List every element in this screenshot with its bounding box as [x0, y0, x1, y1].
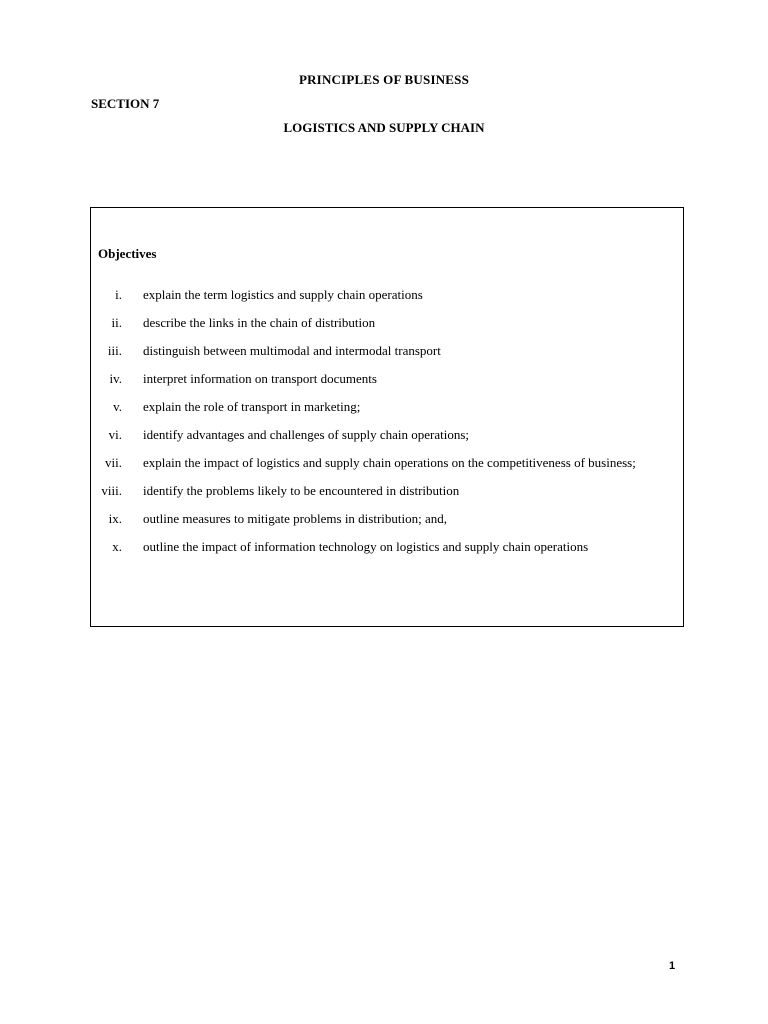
objective-text: identify advantages and challenges of supply chain operations;: [143, 427, 469, 442]
objective-item: [91, 428, 685, 442]
objective-number: ix.: [108, 511, 122, 526]
objective-number: iii.: [107, 343, 122, 358]
section-label: SECTION 7: [91, 96, 160, 111]
objective-text: distinguish between multimodal and intermodal transport: [143, 343, 441, 358]
objective-item: [91, 344, 685, 358]
objective-text: outline the impact of information technology on logistics and supply chain operations: [143, 539, 589, 554]
objective-text: explain the role of transport in marketing;: [143, 399, 361, 414]
objective-text: explain the impact of logistics and supply chain operations on the competitiveness of business;: [143, 455, 636, 470]
objective-item: [91, 512, 685, 526]
objective-text: explain the term logistics and supply chain operations: [143, 287, 423, 302]
objective-number: i.: [115, 287, 122, 302]
objectives-heading: Objectives: [98, 246, 157, 261]
objective-item: [91, 400, 685, 414]
objectives-list: [91, 288, 685, 568]
objective-text: interpret information on transport documents: [143, 371, 377, 386]
objective-item: [91, 540, 685, 554]
objective-number: x.: [112, 539, 122, 554]
objective-number: v.: [113, 399, 122, 414]
objective-item: [91, 456, 685, 470]
page-number: 1: [669, 960, 676, 972]
objective-number: ii.: [111, 315, 122, 330]
objective-item: [91, 288, 685, 302]
objective-number: vii.: [105, 455, 122, 470]
objective-number: iv.: [109, 371, 122, 386]
document-title: PRINCIPLES OF BUSINESS: [298, 72, 470, 87]
section-subtitle: LOGISTICS AND SUPPLY CHAIN: [283, 120, 485, 135]
objective-number: vi.: [108, 427, 122, 442]
objective-item: [91, 484, 685, 498]
objectives-box: [90, 207, 684, 627]
objective-item: [91, 316, 685, 330]
objective-text: describe the links in the chain of distribution: [143, 315, 376, 330]
objective-text: identify the problems likely to be encountered in distribution: [143, 483, 460, 498]
objective-text: outline measures to mitigate problems in distribution; and,: [143, 511, 448, 526]
objective-item: [91, 372, 685, 386]
objective-number: viii.: [101, 483, 122, 498]
